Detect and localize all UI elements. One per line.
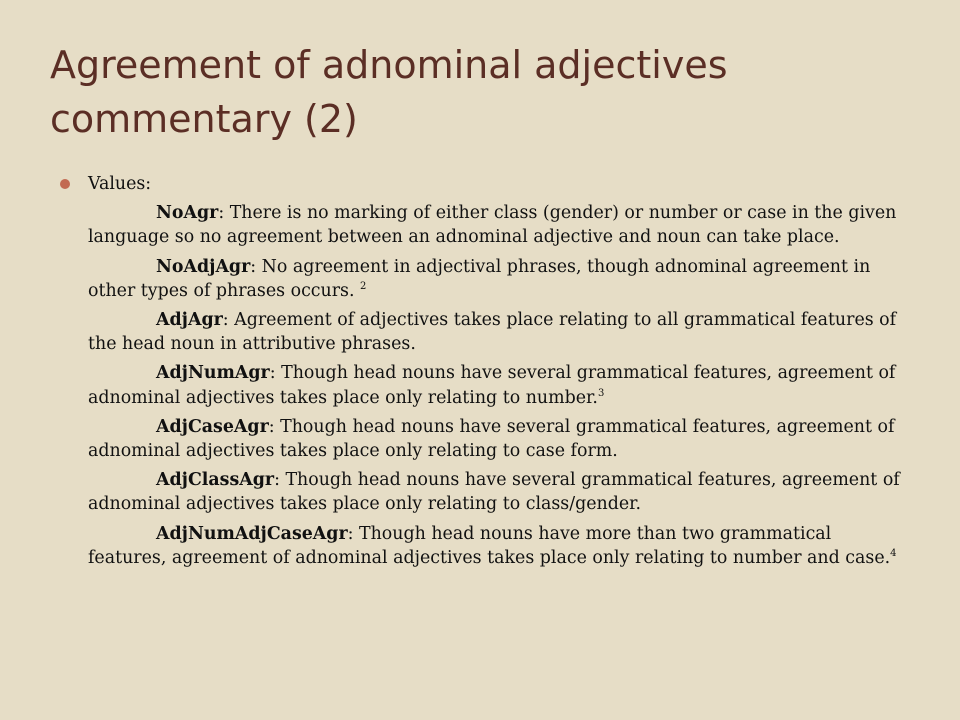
footnote-ref: 2 xyxy=(360,280,367,292)
value-description: : There is no marking of either class (gender) or number or case in the given language so no agreement between an adnominal adjective and noun can take place. xyxy=(88,203,897,248)
value-description: : Though head nouns have several grammatical features, agreement of adnominal adjectives takes place only relating to case form. xyxy=(88,416,895,462)
value-term: AdjNumAgr xyxy=(156,363,270,384)
bullet-label: Values: xyxy=(88,174,152,194)
value-description: : Though head nouns have several grammatical features, agreement of adnominal adjectives takes place only relating to number. xyxy=(88,363,896,408)
value-term: AdjNumAdjCaseAgr xyxy=(156,523,348,544)
value-paragraph xyxy=(58,522,910,570)
slide-content xyxy=(58,172,910,570)
value-description: : Agreement of adjectives takes place relating to all grammatical features of the head noun in attributive phrases. xyxy=(88,310,897,355)
value-paragraph xyxy=(58,308,910,356)
value-paragraph xyxy=(58,361,910,409)
title-line-1: Agreement of adnominal adjectives xyxy=(50,43,728,87)
value-description: : No agreement in adjectival phrases, though adnominal agreement in other types of phrases occurs. xyxy=(88,256,871,301)
title-line-2: commentary (2) xyxy=(50,97,358,141)
value-description: : Though head nouns have several grammatical features, agreement of adnominal adjectives takes place only relating to class/gender. xyxy=(88,470,900,515)
bullet-dot-icon xyxy=(60,179,70,189)
value-paragraph xyxy=(58,201,910,249)
value-paragraph xyxy=(58,468,910,516)
value-term: AdjCaseAgr xyxy=(156,416,269,437)
value-term: NoAgr xyxy=(156,203,219,224)
value-term: AdjAgr xyxy=(156,310,223,331)
footnote-ref: 3 xyxy=(597,387,605,399)
value-term: NoAdjAgr xyxy=(156,256,251,277)
value-description: : Though head nouns have more than two grammatical features, agreement of adnominal adjectives takes place only relating to number and case. xyxy=(88,523,891,568)
footnote-ref: 4 xyxy=(890,547,897,559)
value-term: AdjClassAgr xyxy=(156,470,275,491)
value-paragraph xyxy=(58,255,910,303)
slide-title xyxy=(50,38,910,146)
value-paragraph xyxy=(58,415,910,463)
bullet-item xyxy=(58,172,910,196)
